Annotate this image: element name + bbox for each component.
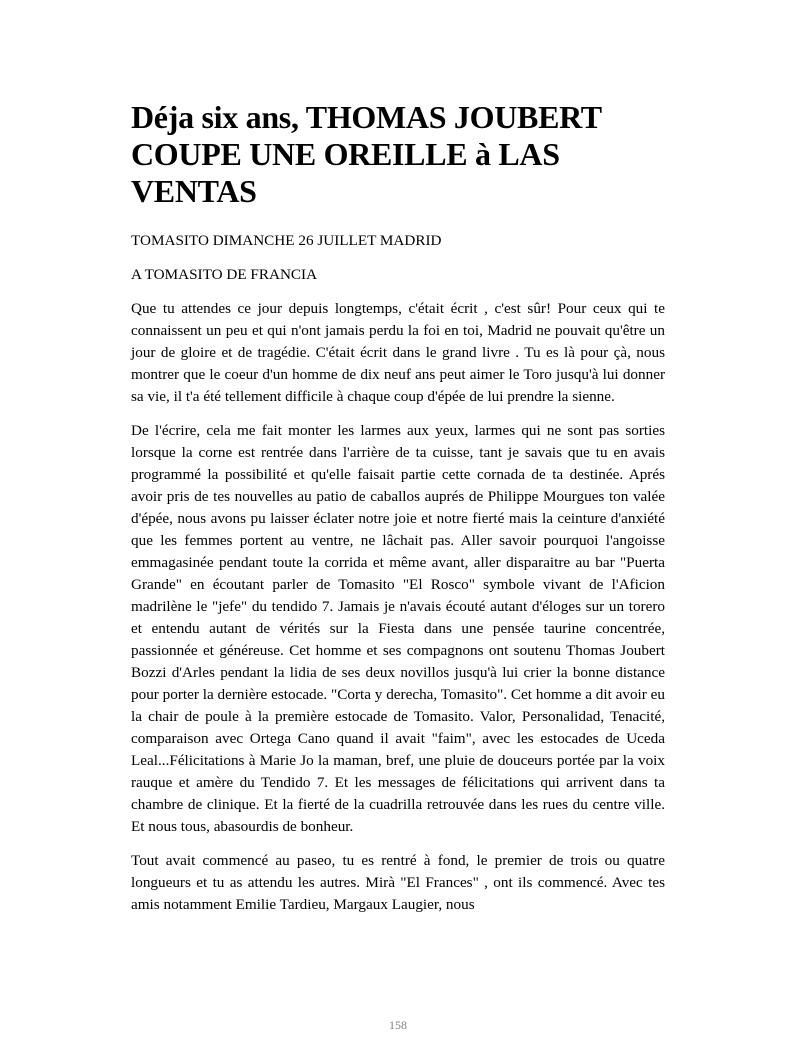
paragraph: Tout avait commencé au paseo, tu es rentré à fond, le premier de trois ou quatre longueurs et tu as attendu les autres. Mirà "El Frances" , ont ils commencé. Avec tes amis notamment Emilie Tardieu, Margaux Laugier, nous bbox=[131, 852, 665, 913]
article-body bbox=[131, 298, 665, 928]
article-dedication: A TOMASITO DE FRANCIA bbox=[131, 266, 318, 283]
article-title: Déja six ans, THOMAS JOUBERT COUPE UNE OREILLE à LAS VENTAS bbox=[131, 99, 602, 209]
page-number: 158 bbox=[389, 1018, 407, 1032]
document-page bbox=[131, 0, 665, 1063]
article-dateline: TOMASITO DIMANCHE 26 JUILLET MADRID bbox=[131, 232, 442, 249]
paragraph: Que tu attendes ce jour depuis longtemps, c'était écrit , c'est sûr! Pour ceux qui te connaissent un peu et qui n'ont jamais perdu la foi en toi, Madrid ne pouvait qu'être un jour de gloire et de tragédie. C'était écrit dans le grand livre . Tu es là pour çà, nous montrer que le coeur d'un homme de dix neuf ans peut aimer le Toro jusqu'à lui donner sa vie, il t'a été tellement difficile à chaque coup d'épée de lui prendre la sienne. bbox=[131, 300, 665, 405]
paragraph: De l'écrire, cela me fait monter les larmes aux yeux, larmes qui ne sont pas sorties lorsque la corne est rentrée dans l'arrière de ta cuisse, tant je savais que tu en avais programmé la possibilité et qu'elle faisait partie cette cornada de ta destinée. Aprés avoir pris de tes nouvelles au patio de caballos auprés de Philippe Mourgues ton valée d'épée, nous avons pu laisser éclater notre joie et notre fierté mais la ceinture d'anxiété que les femmes portent au ventre, ne lâchait pas. Aller savoir pourquoi l'angoisse emmagasinée pendant toute la corrida et même avant, aller disparaitre au bar "Puerta Grande" en écoutant parler de Tomasito "El Rosco" symbole vivant de l'Aficion madrilène le "jefe" du tendido 7. Jamais je n'avais écouté autant d'éloges sur un torero et entendu autant de vérités sur la Fiesta dans une pensée taurine concentrée, passionnée et généreuse. Cet homme et ses compagnons ont soutenu Thomas Joubert Bozzi d'Arles pendant la lidia de ses deux novillos jusqu'à lui crier la bonne distance pour porter la dernière estocade. "Corta y derecha, Tomasito". Cet homme a dit avoir eu la chair de poule à la première estocade de Tomasito. Valor, Personalidad, Tenacité, comparaison avec Ortega Cano quand il avait "faim", avec les estocades de Uceda Leal...Félicitations à Marie Jo la maman, bref, une pluie de douceurs portée par la voix rauque et amère du Tendido 7. Et les messages de félicitations qui arrivent dans ta chambre de clinique. Et la fierté de la cuadrilla retrouvée dans les rues du centre ville. Et nous tous, abasourdis de bonheur. bbox=[131, 422, 665, 835]
